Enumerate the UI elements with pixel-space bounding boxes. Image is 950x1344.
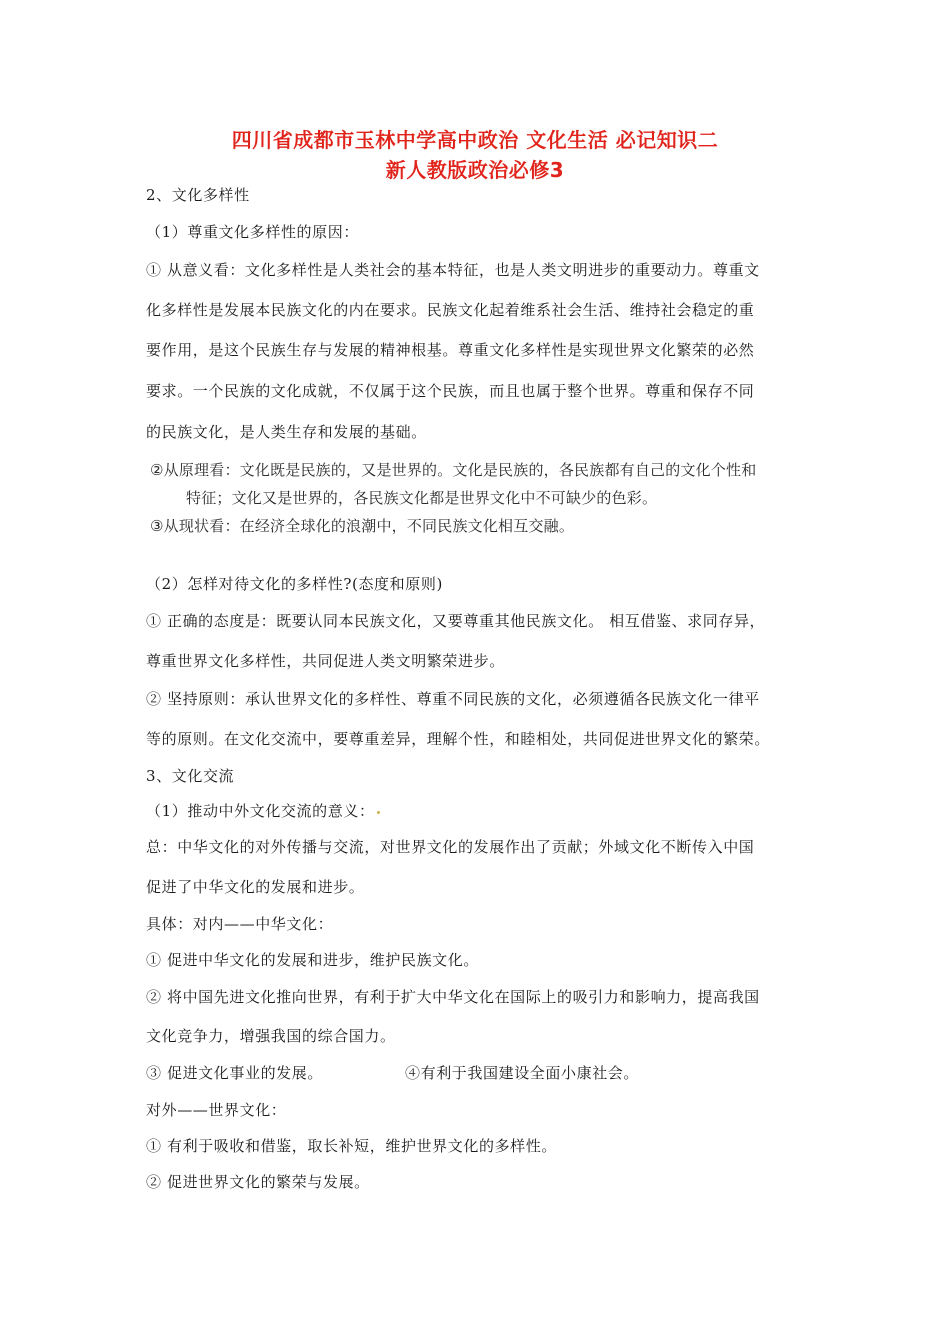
section-heading: 3、文化交流 [146,767,235,785]
list-item: ① 促进中华文化的发展和进步，维护民族文化。 [146,951,479,969]
paragraph-line: 促进了中华文化的发展和进步。 [146,878,365,896]
document-title-line1: 四川省成都市玉林中学高中政治 文化生活 必记知识二 [231,128,719,152]
paragraph-line: 对外——世界文化： [146,1101,287,1119]
paragraph-line: 化多样性是发展本民族文化的内在要求。民族文化起着维系社会生活、维持社会稳定的重 [146,301,755,319]
paragraph-line: ① 从意义看：文化多样性是人类社会的基本特征，也是人类文明进步的重要动力。尊重文 [146,261,760,279]
paragraph-line: 尊重世界文化多样性，共同促进人类文明繁荣进步。 [146,652,505,670]
subsection-heading: （1）尊重文化多样性的原因： [146,223,359,241]
list-item: ③ 促进文化事业的发展。 [146,1064,323,1082]
paragraph-line: 要求。一个民族的文化成就，不仅属于这个民族，而且也属于整个世界。尊重和保存不同 [146,382,755,400]
paragraph-line: ② 坚持原则：承认世界文化的多样性、尊重不同民族的文化，必须遵循各民族文化一律平 [146,690,760,708]
list-item: ① 有利于吸收和借鉴，取长补短，维护世界文化的多样性。 [146,1137,557,1155]
list-item: ④有利于我国建设全面小康社会。 [405,1064,640,1082]
embedded-image-line: ②从原理看：文化既是民族的，又是世界的。文化是民族的，各民族都有自己的文化个性和 [150,461,757,479]
paragraph-line: 总：中华文化的对外传播与交流，对世界文化的发展作出了贡献；外域文化不断传入中国 [146,838,755,856]
list-item: ② 促进世界文化的繁荣与发展。 [146,1173,370,1191]
list-item: ② 将中国先进文化推向世界，有利于扩大中华文化在国际上的吸引力和影响力，提高我国 [146,988,760,1006]
embedded-image-line: 特征；文化又是世界的，各民族文化都是世界文化中不可缺少的色彩。 [186,489,658,507]
paragraph-line: 的民族文化，是人类生存和发展的基础。 [146,423,427,441]
embedded-image-line: ③从现状看：在经济全球化的浪潮中，不同民族文化相互交融。 [150,517,575,535]
paragraph-line: 具体：对内——中华文化： [146,915,334,933]
paragraph-line: ① 正确的态度是：既要认同本民族文化，又要尊重其他民族文化。 相互借鉴、求同存异， [146,612,766,630]
section-heading: 2、文化多样性 [146,186,250,204]
subsection-heading: （2）怎样对待文化的多样性?(态度和原则) [146,575,443,593]
paragraph-line: 文化竞争力，增强我国的综合国力。 [146,1027,396,1045]
paragraph-line: 等的原则。在文化交流中，要尊重差异，理解个性，和睦相处，共同促进世界文化的繁荣。 [146,730,771,748]
mark-dot-icon [377,811,380,814]
subsection-heading: （1）推动中外文化交流的意义： [146,800,380,821]
paragraph-line: 要作用，是这个民族生存与发展的精神根基。尊重文化多样性是实现世界文化繁荣的必然 [146,341,755,359]
document-title-line2: 新人教版政治必修3 [385,158,565,182]
